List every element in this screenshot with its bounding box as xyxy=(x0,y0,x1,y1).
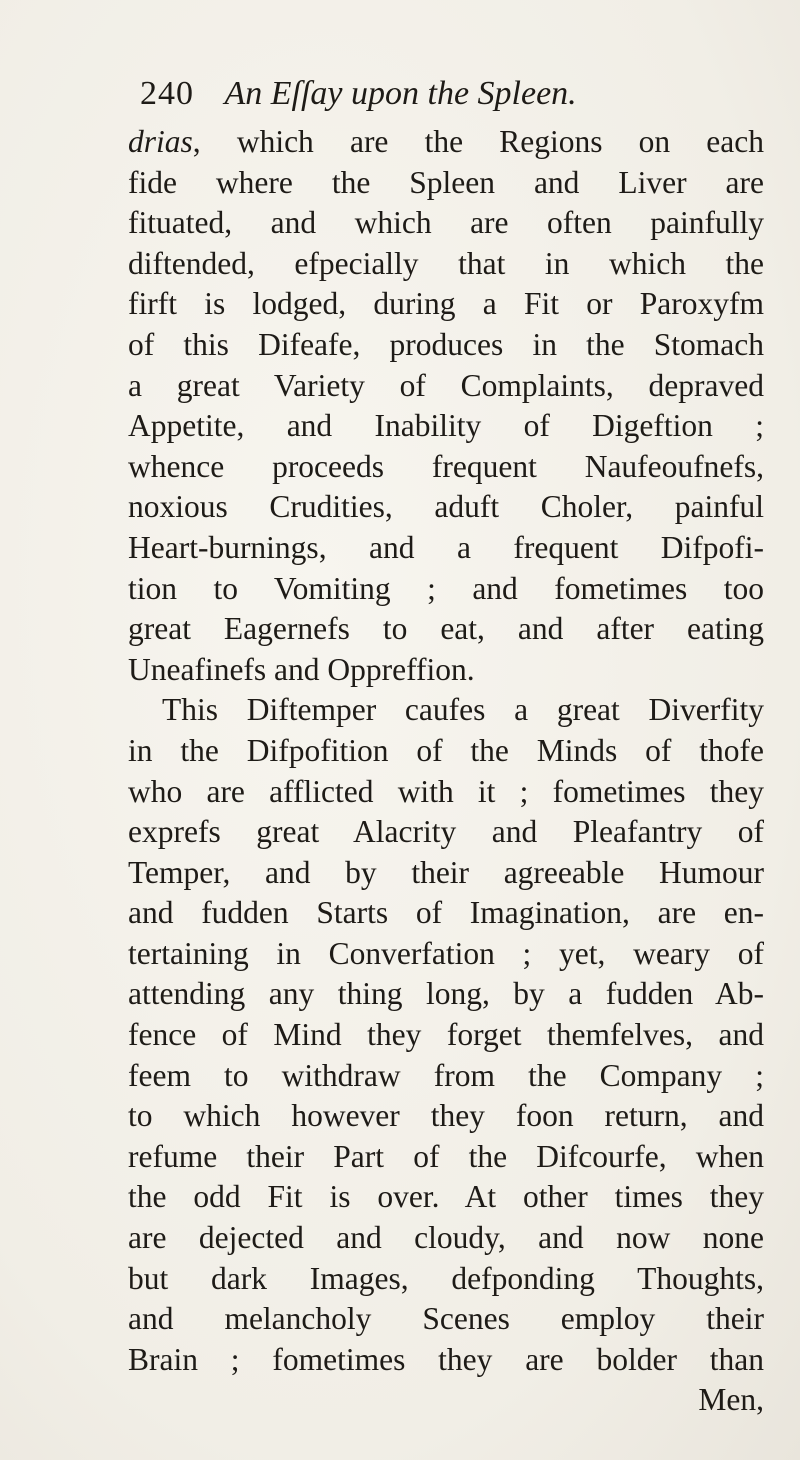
text-line: the odd Fit is over. At other times they xyxy=(128,1179,764,1215)
text-line-content: , which are the Regions on each xyxy=(192,124,764,159)
text-line: who are afflicted with it ; fometimes they xyxy=(128,773,764,809)
italic-word: drias xyxy=(128,124,193,159)
text-line: fence of Mind they forget themfelves, and xyxy=(128,1017,764,1053)
text-line: fituated, and which are often painfully xyxy=(128,205,764,241)
text-line: diftended, efpecially that in which the xyxy=(128,245,764,281)
text-line: tertaining in Converfation ; yet, weary of xyxy=(128,935,764,971)
page-header xyxy=(140,72,740,116)
text-line xyxy=(128,122,764,163)
text-line: in the Difpofition of the Minds of thofe xyxy=(128,732,764,768)
text-line: Appetite, and Inability of Digeftion ; xyxy=(128,408,764,444)
body-text xyxy=(128,122,764,1421)
text-line: great Eagernefs to eat, and after eating xyxy=(128,611,764,647)
text-line: Temper, and by their agreeable Humour xyxy=(128,854,764,890)
text-line: and melancholy Scenes employ their xyxy=(128,1301,764,1337)
text-line: of this Difeafe, produces in the Stomach xyxy=(128,326,764,362)
text-line: to which however they foon return, and xyxy=(128,1098,764,1134)
text-line: Heart-burnings, and a frequent Difpofi- xyxy=(128,529,764,565)
text-line: tion to Vomiting ; and fometimes too xyxy=(128,570,764,606)
text-line: Uneafinefs and Oppreffion. xyxy=(128,651,475,687)
text-line: exprefs great Alacrity and Pleafantry of xyxy=(128,814,764,850)
text-line: and fudden Starts of Imagination, are en- xyxy=(128,895,764,931)
text-line: a great Variety of Complaints, depraved xyxy=(128,367,764,403)
text-line: feem to withdraw from the Company ; xyxy=(128,1057,764,1093)
text-line: Brain ; fometimes they are bolder than xyxy=(128,1341,764,1377)
text-line: are dejected and cloudy, and now none xyxy=(128,1220,764,1256)
running-title: An Eſſay upon the Spleen. xyxy=(224,75,577,112)
text-line: but dark Images, defponding Thoughts, xyxy=(128,1260,764,1296)
text-line: noxious Crudities, aduft Choler, painful xyxy=(128,489,764,525)
catchword: Men, xyxy=(698,1382,764,1418)
text-line: whence proceeds frequent Naufeoufnefs, xyxy=(128,448,764,484)
page-number: 240 xyxy=(140,75,194,112)
paragraph-start-line: This Diftemper caufes a great Diverfity xyxy=(162,692,764,728)
text-line: firft is lodged, during a Fit or Paroxyfm xyxy=(128,286,764,322)
text-line: attending any thing long, by a fudden Ab- xyxy=(128,976,764,1012)
text-line: refume their Part of the Difcourfe, when xyxy=(128,1138,764,1174)
text-line: fide where the Spleen and Liver are xyxy=(128,164,764,200)
